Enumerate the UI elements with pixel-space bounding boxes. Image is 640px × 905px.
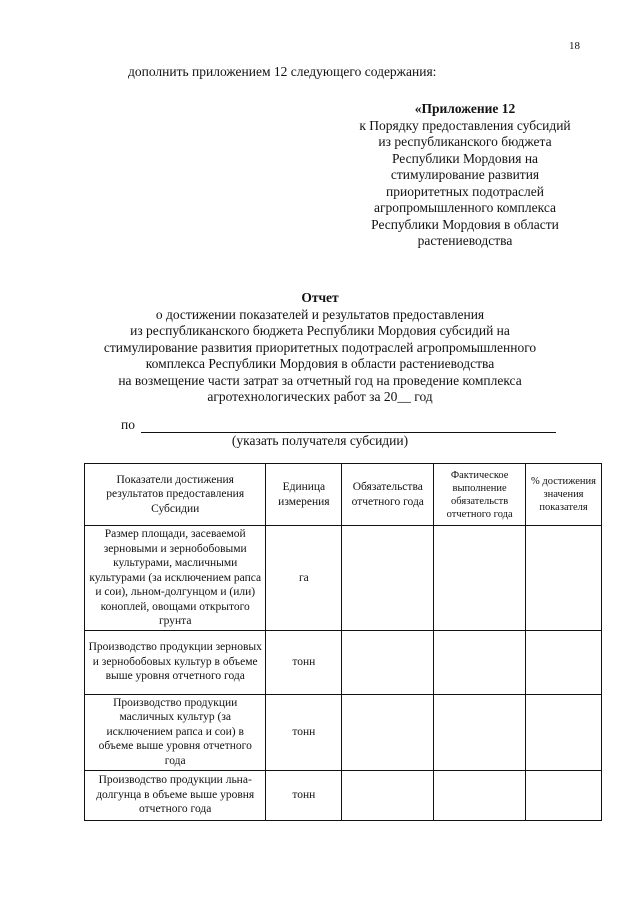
recipient-prefix: по bbox=[121, 417, 135, 432]
table-row bbox=[85, 770, 602, 820]
report-line: из республиканского бюджета Республики Мордовия субсидий на bbox=[130, 323, 510, 338]
table-header-row bbox=[85, 464, 602, 526]
page-number: 18 bbox=[569, 40, 580, 52]
annex-line: стимулирование развития bbox=[390, 167, 540, 182]
actual-cell[interactable] bbox=[434, 694, 526, 770]
report-table bbox=[84, 463, 602, 821]
percent-cell[interactable] bbox=[526, 630, 602, 694]
actual-cell[interactable] bbox=[434, 630, 526, 694]
percent-cell[interactable] bbox=[526, 694, 602, 770]
report-line: о достижении показателей и результатов предоставления bbox=[155, 306, 485, 322]
obligations-cell[interactable] bbox=[342, 694, 434, 770]
table-row bbox=[85, 526, 602, 631]
recipient-blank bbox=[141, 420, 556, 433]
annex-line: из республиканского бюджета bbox=[378, 134, 552, 149]
annex-line: приоритетных подотраслей bbox=[386, 183, 544, 199]
annex-line: растениеводства bbox=[417, 233, 513, 248]
table-row bbox=[85, 694, 602, 770]
indicator-cell: Производство продукции зерновых и зернобобовых культур в объеме выше уровня отчетного года bbox=[85, 630, 266, 694]
annex-line: к Порядку предоставления субсидий bbox=[359, 117, 571, 133]
unit-cell: га bbox=[266, 526, 342, 631]
unit-cell: тонн bbox=[266, 770, 342, 820]
intro-text: дополнить приложением 12 следующего содержания: bbox=[128, 64, 437, 79]
annex-line: агропромышленного комплекса bbox=[374, 200, 556, 215]
obligations-cell[interactable] bbox=[342, 770, 434, 820]
percent-cell[interactable] bbox=[526, 770, 602, 820]
indicator-cell: Производство продукции масличных культур (за исключением рапса и сои) в объеме выше уровня отчетного года bbox=[85, 694, 266, 770]
report-heading bbox=[80, 290, 560, 406]
report-title: Отчет bbox=[301, 290, 339, 305]
report-line: на возмещение части затрат за отчетный год на проведение комплекса bbox=[118, 372, 522, 388]
percent-cell[interactable] bbox=[526, 526, 602, 631]
unit-cell: тонн bbox=[266, 630, 342, 694]
header-unit: Единица измерения bbox=[266, 464, 342, 526]
header-percent: % достижения значения показателя bbox=[526, 464, 602, 526]
annex-line: Республики Мордовия в области bbox=[371, 216, 559, 232]
obligations-cell[interactable] bbox=[342, 526, 434, 631]
annex-block bbox=[330, 101, 600, 250]
report-line: комплекса Республики Мордовия в области растениеводства bbox=[145, 356, 495, 371]
indicator-cell: Размер площади, засеваемой зерновыми и зернобобовыми культурами, масличными культурами (за исключением рапса и сои), льном-долгунцом и (или) коноплей, овощами открытого грунта bbox=[85, 526, 266, 631]
header-obligations: Обязательства отчетного года bbox=[342, 464, 434, 526]
header-actual: Фактическое выполнение обязательств отчетного года bbox=[434, 464, 526, 526]
report-line: агротехнологических работ за 20__ год bbox=[207, 389, 433, 404]
recipient-hint: (указать получателя субсидии) bbox=[231, 433, 409, 448]
recipient-line bbox=[121, 417, 556, 433]
annex-line: Республики Мордовия на bbox=[391, 150, 539, 166]
annex-title: «Приложение 12 bbox=[414, 101, 516, 116]
header-indicators: Показатели достижения результатов предоставления Субсидии bbox=[85, 464, 266, 526]
actual-cell[interactable] bbox=[434, 526, 526, 631]
report-line: стимулирование развития приоритетных подотраслей агропромышленного bbox=[103, 339, 537, 355]
table-row bbox=[85, 630, 602, 694]
indicator-cell: Производство продукции льна-долгунца в объеме выше уровня отчетного года bbox=[85, 770, 266, 820]
actual-cell[interactable] bbox=[434, 770, 526, 820]
obligations-cell[interactable] bbox=[342, 630, 434, 694]
unit-cell: тонн bbox=[266, 694, 342, 770]
